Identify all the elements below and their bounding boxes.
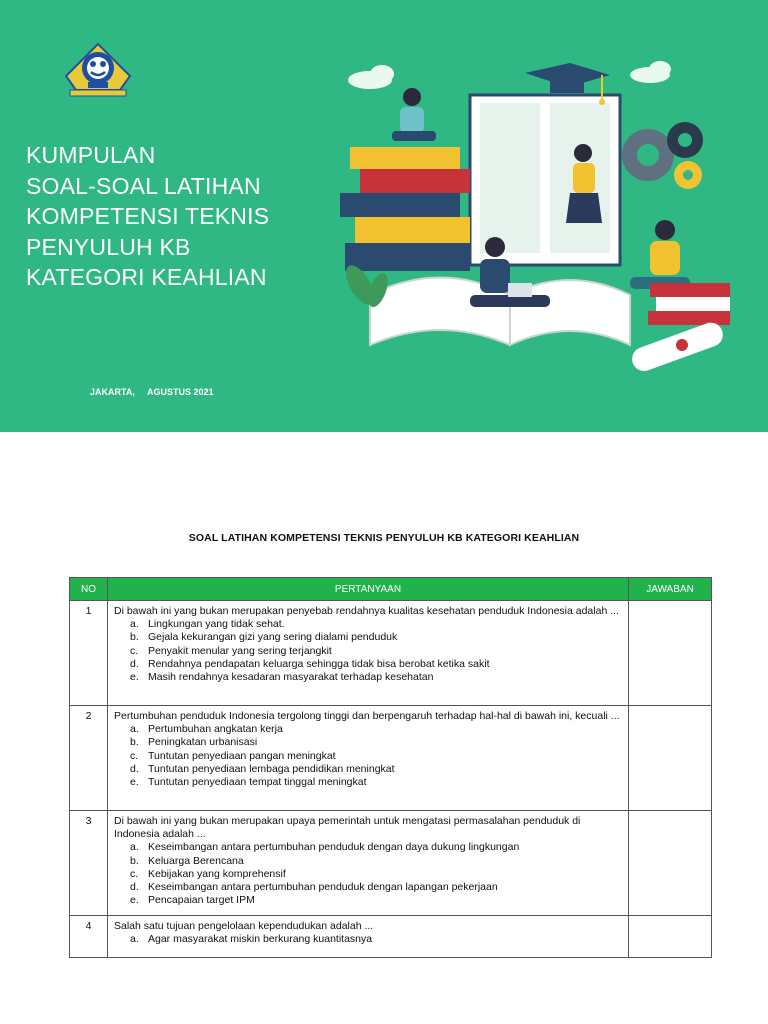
diploma-scroll-icon (629, 319, 726, 374)
cover-title-line: PENYULUH KB (26, 233, 191, 260)
option-item: d. Tuntutan penyediaan lembaga pendidikan meningkat (130, 762, 395, 775)
option-item: a. Lingkungan yang tidak sehat. (130, 618, 285, 631)
bkkbn-logo-emblem (58, 38, 138, 102)
table-row (70, 706, 712, 811)
cloud-icon (348, 61, 671, 89)
option-item: c. Kebijakan yang komprehensif (130, 867, 286, 880)
option-item: d. Keseimbangan antara pertumbuhan penduduk dengan lapangan pekerjaan (130, 881, 498, 894)
option-item: b. Gejala kekurangan gizi yang sering dialami penduduk (130, 631, 398, 644)
cover-date: AGUSTUS 2021 (147, 387, 214, 397)
question-cell (108, 811, 629, 916)
cover-title-line: SOAL-SOAL LATIHAN (26, 172, 261, 199)
answer-cell[interactable] (629, 601, 712, 706)
option-item: e. Pencapaian target IPM (130, 894, 255, 907)
question-cell (108, 601, 629, 706)
option-item: c. Penyakit menular yang sering terjangkit (130, 644, 332, 657)
gear-icon (622, 122, 703, 189)
option-item: d. Rendahnya pendapatan keluarga sehingga tidak bisa berobat ketika sakit (130, 657, 490, 670)
option-item: e. Masih rendahnya kesadaran masyarakat terhadap kesehatan (130, 671, 434, 684)
table-row (70, 811, 712, 916)
person-reading-right (630, 220, 690, 289)
question-number: 3 (70, 811, 108, 916)
option-item: a. Pertumbuhan angkatan kerja (130, 723, 283, 736)
option-item: e. Tuntutan penyediaan tempat tinggal meningkat (130, 776, 367, 789)
cover-meta (90, 387, 214, 397)
table-row (70, 916, 712, 958)
option-list (114, 933, 622, 946)
cover-location: JAKARTA, (90, 387, 135, 397)
question-cell (108, 916, 629, 958)
document-heading: SOAL LATIHAN KOMPETENSI TEKNIS PENYULUH KB KATEGORI KEAHLIAN (188, 532, 580, 544)
option-item: b. Peningkatan urbanisasi (130, 736, 258, 749)
cover-title-line: KOMPETENSI TEKNIS (26, 203, 270, 229)
question-text: Salah satu tujuan pengelolaan kependudukan adalah ... (114, 920, 374, 932)
question-table (69, 577, 712, 958)
question-text: Di bawah ini yang bukan merupakan upaya pemerintah untuk mengatasi permasalahan penduduk di Indonesia adalah ... (114, 815, 581, 841)
cover-title-line: KUMPULAN (26, 142, 156, 168)
header-no: NO (70, 578, 108, 601)
question-number: 1 (70, 601, 108, 706)
table-header-row (70, 578, 712, 601)
question-number: 4 (70, 916, 108, 958)
answer-cell[interactable] (629, 706, 712, 811)
question-text: Pertumbuhan penduduk Indonesia tergolong tinggi dan berpengaruh terhadap hal-hal di bawah ini, kecuali ... (114, 710, 620, 722)
option-item: b. Keluarga Berencana (130, 854, 244, 867)
option-list (114, 618, 622, 684)
question-number: 2 (70, 706, 108, 811)
option-list (114, 841, 622, 907)
answer-cell[interactable] (629, 916, 712, 958)
option-item: a. Keseimbangan antara pertumbuhan penduduk dengan daya dukung lingkungan (130, 841, 520, 854)
book-stack-right (648, 283, 730, 325)
option-item: c. Tuntutan penyediaan pangan meningkat (130, 749, 336, 762)
header-question: PERTANYAAN (108, 578, 629, 601)
option-list (114, 723, 622, 789)
person-sitting-top (392, 88, 436, 141)
question-text: Di bawah ini yang bukan merupakan penyebab rendahnya kualitas kesehatan penduduk Indonesia adalah ... (114, 605, 619, 617)
question-cell (108, 706, 629, 811)
answer-cell[interactable] (629, 811, 712, 916)
cover-title-line: KATEGORI KEAHLIAN (26, 264, 267, 290)
table-row (70, 601, 712, 706)
option-item: a. Agar masyarakat miskin berkurang kuantitasnya (130, 933, 373, 946)
cover-title (26, 140, 269, 293)
cover-banner (0, 0, 768, 432)
header-answer: JAWABAN (629, 578, 712, 601)
study-illustration (330, 55, 750, 385)
book-stack-left (340, 147, 470, 271)
